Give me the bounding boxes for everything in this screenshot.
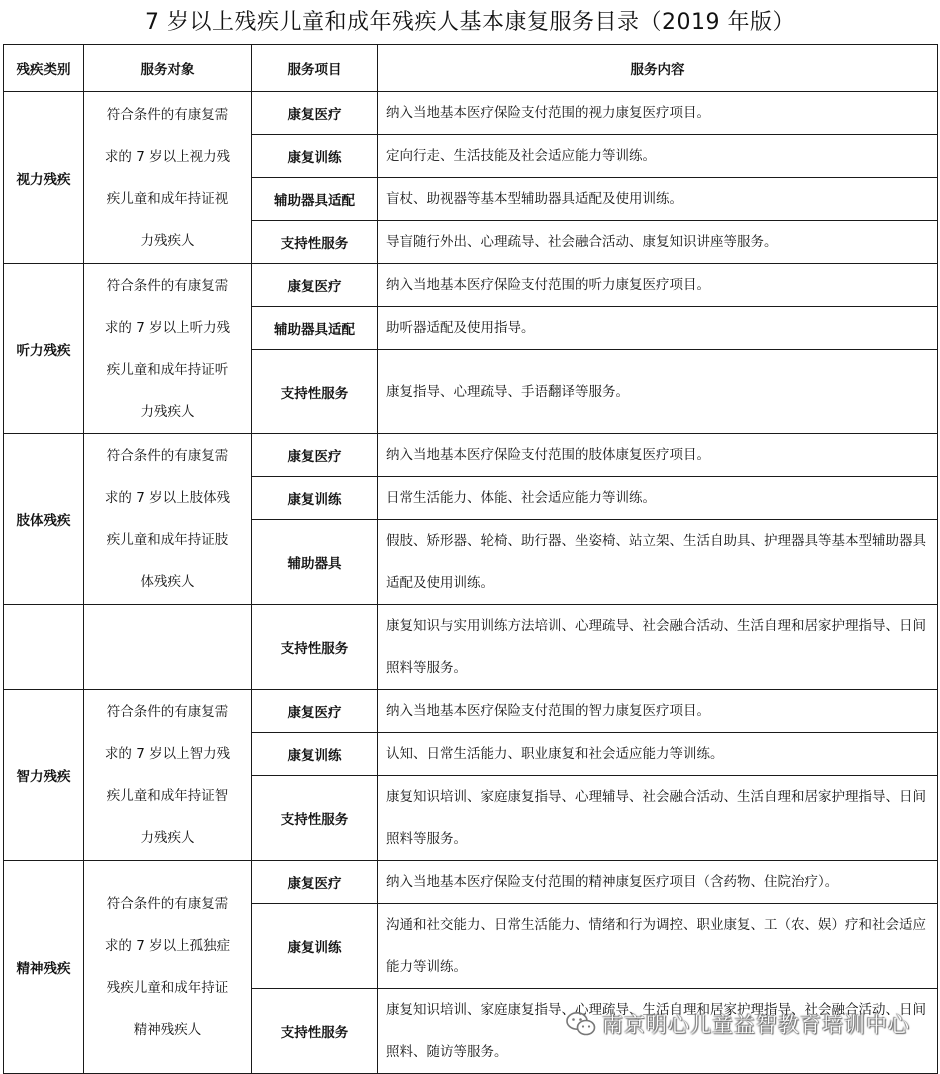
item-cell: 支持性服务 xyxy=(252,989,378,1074)
category-cell: 肢体残疾 xyxy=(4,434,84,605)
content-cell: 假肢、矫形器、轮椅、助行器、坐姿椅、站立架、生活自助具、护理器具等基本型辅助器具适配及使用训练。 xyxy=(378,520,938,605)
target-line: 求的 7 岁以上视力残 xyxy=(104,148,231,165)
target-cell xyxy=(84,434,252,605)
target-line: 符合条件的有康复需 xyxy=(106,448,229,464)
wechat-watermark xyxy=(566,1006,910,1042)
category-cell: 视力残疾 xyxy=(4,92,84,264)
content-cell: 康复知识培训、家庭康复指导、心理疏导、生活自理和居家护理指导、社会融合活动、日间照料、随访等服务。 xyxy=(378,989,938,1074)
table-row xyxy=(4,264,938,307)
target-line: 求的 7 岁以上听力残 xyxy=(104,319,231,336)
target-cell xyxy=(84,690,252,861)
target-line: 求的 7 岁以上智力残 xyxy=(104,746,231,762)
target-line: 疾儿童和成年持证听 xyxy=(106,361,229,378)
target-line: 疾儿童和成年持证肢 xyxy=(106,532,229,548)
header-content: 服务内容 xyxy=(378,45,938,92)
item-cell: 辅助器具适配 xyxy=(252,307,378,350)
target-line: 求的 7 岁以上肢体残 xyxy=(104,490,231,506)
table-header-row xyxy=(4,45,938,92)
target-line: 疾儿童和成年持证智 xyxy=(106,788,229,804)
item-cell: 康复训练 xyxy=(252,477,378,520)
target-line: 符合条件的有康复需 xyxy=(106,896,229,912)
content-cell: 康复知识与实用训练方法培训、心理疏导、社会融合活动、生活自理和居家护理指导、日间照料等服务。 xyxy=(378,605,938,690)
item-cell: 康复医疗 xyxy=(252,434,378,477)
target-line: 力残疾人 xyxy=(140,232,195,249)
target-line: 精神残疾人 xyxy=(133,1022,202,1038)
category-cell: 精神残疾 xyxy=(4,861,84,1074)
target-line: 残疾儿童和成年持证 xyxy=(106,980,229,996)
content-cell: 认知、日常生活能力、职业康复和社会适应能力等训练。 xyxy=(378,733,938,776)
watermark-text: 南京明心儿童益智教育培训中心 xyxy=(602,1013,910,1037)
category-cell: 智力残疾 xyxy=(4,690,84,861)
item-cell: 支持性服务 xyxy=(252,221,378,264)
content-cell: 导盲随行外出、心理疏导、社会融合活动、康复知识讲座等服务。 xyxy=(378,221,938,264)
item-cell: 支持性服务 xyxy=(252,605,378,690)
document-title: 7 岁以上残疾儿童和成年残疾人基本康复服务目录（2019 年版） xyxy=(145,10,795,35)
content-cell: 定向行走、生活技能及社会适应能力等训练。 xyxy=(378,135,938,178)
item-cell: 康复医疗 xyxy=(252,861,378,904)
content-cell: 盲杖、助视器等基本型辅助器具适配及使用训练。 xyxy=(378,178,938,221)
header-item: 服务项目 xyxy=(252,45,378,92)
target-cell xyxy=(84,264,252,434)
item-cell: 康复训练 xyxy=(252,135,378,178)
header-category: 残疾类别 xyxy=(4,45,84,92)
item-cell: 支持性服务 xyxy=(252,776,378,861)
category-cell: 听力残疾 xyxy=(4,264,84,434)
item-cell: 康复医疗 xyxy=(252,690,378,733)
content-cell: 日常生活能力、体能、社会适应能力等训练。 xyxy=(378,477,938,520)
table-row xyxy=(4,690,938,733)
target-cell-empty xyxy=(84,605,252,690)
item-cell: 辅助器具 xyxy=(252,520,378,605)
target-line: 力残疾人 xyxy=(140,830,195,846)
target-line: 符合条件的有康复需 xyxy=(106,106,229,123)
target-line: 求的 7 岁以上孤独症 xyxy=(104,938,231,954)
header-target: 服务对象 xyxy=(84,45,252,92)
table-row xyxy=(4,605,938,690)
content-cell: 沟通和社交能力、日常生活能力、情绪和行为调控、职业康复、工（农、娱）疗和社会适应能力等训练。 xyxy=(378,904,938,989)
item-cell: 康复医疗 xyxy=(252,92,378,135)
target-line: 疾儿童和成年持证视 xyxy=(106,190,229,207)
content-cell: 助听器适配及使用指导。 xyxy=(378,307,938,350)
category-cell-empty xyxy=(4,605,84,690)
target-line: 符合条件的有康复需 xyxy=(106,704,229,720)
item-cell: 康复医疗 xyxy=(252,264,378,307)
content-cell: 纳入当地基本医疗保险支付范围的肢体康复医疗项目。 xyxy=(378,434,938,477)
content-cell: 纳入当地基本医疗保险支付范围的视力康复医疗项目。 xyxy=(378,92,938,135)
table-row xyxy=(4,861,938,904)
content-cell: 纳入当地基本医疗保险支付范围的听力康复医疗项目。 xyxy=(378,264,938,307)
content-cell: 康复指导、心理疏导、手语翻译等服务。 xyxy=(378,350,938,434)
target-line: 力残疾人 xyxy=(140,403,195,420)
item-cell: 支持性服务 xyxy=(252,350,378,434)
wechat-icon xyxy=(566,1011,596,1037)
content-cell: 纳入当地基本医疗保险支付范围的智力康复医疗项目。 xyxy=(378,690,938,733)
item-cell: 康复训练 xyxy=(252,733,378,776)
rehab-service-table xyxy=(3,44,938,1074)
target-line: 符合条件的有康复需 xyxy=(106,277,229,294)
table-row xyxy=(4,434,938,477)
target-cell xyxy=(84,861,252,1074)
content-cell: 纳入当地基本医疗保险支付范围的精神康复医疗项目（含药物、住院治疗）。 xyxy=(378,861,938,904)
item-cell: 辅助器具适配 xyxy=(252,178,378,221)
content-cell: 康复知识培训、家庭康复指导、心理辅导、社会融合活动、生活自理和居家护理指导、日间照料等服务。 xyxy=(378,776,938,861)
item-cell: 康复训练 xyxy=(252,904,378,989)
target-cell xyxy=(84,92,252,264)
table-row xyxy=(4,92,938,135)
target-line: 体残疾人 xyxy=(140,574,195,590)
